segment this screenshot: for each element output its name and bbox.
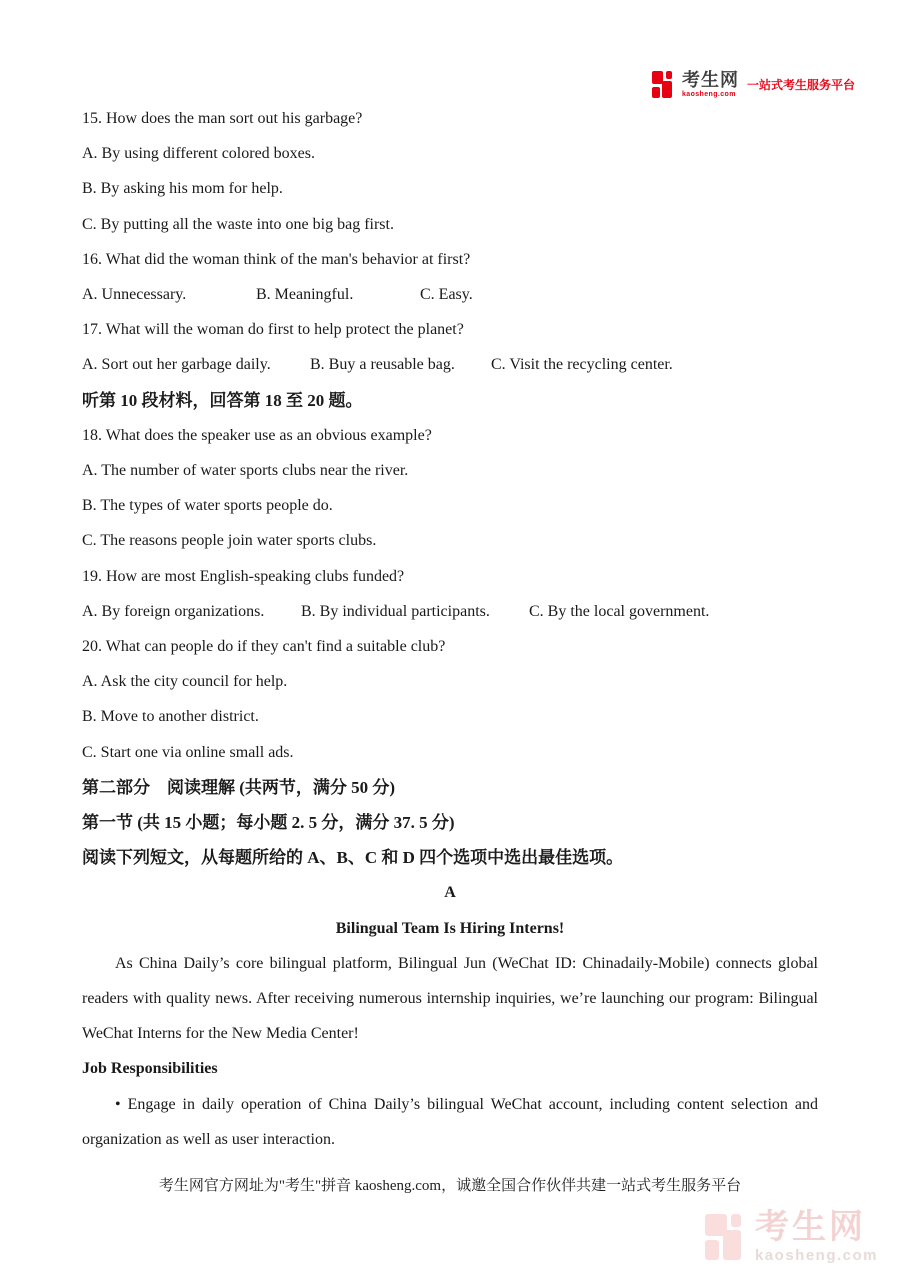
page-footer: 考生网官方网址为"考生"拼音 kaosheng.com，诚邀全国合作伙伴共建一站式考生服务平台 — [158, 1178, 742, 1194]
kaosheng-watermark-icon — [705, 1214, 743, 1260]
question-15: 15. How does the man sort out his garbage? — [82, 110, 363, 127]
reading-instruction: 阅读下列短文，从每题所给的 A、B、C 和 D 四个选项中选出最佳选项。 — [82, 848, 624, 868]
question-16-option-a: A. Unnecessary. — [82, 286, 187, 304]
question-17-option-a: A. Sort out her garbage daily. — [82, 356, 271, 374]
question-20-option-c: C. Start one via online small ads. — [82, 743, 294, 761]
question-20-option-a: A. Ask the city council for help. — [82, 673, 288, 691]
question-16-options — [82, 277, 818, 312]
passage-label: A — [444, 884, 456, 902]
question-18-option-a: A. The number of water sports clubs near the river. — [82, 462, 409, 480]
brand-domain: kaosheng.com — [682, 90, 736, 98]
question-16-option-c: C. Easy. — [420, 286, 473, 304]
passage-bullet-1: • Engage in daily operation of China Daily’s bilingual WeChat account, including content selection and organization as well as user interaction. — [82, 1095, 818, 1148]
question-19-option-c: C. By the local government. — [529, 602, 710, 620]
material-10-note: 听第 10 段材料，回答第 18 至 20 题。 — [82, 390, 363, 410]
question-19: 19. How are most English-speaking clubs funded? — [82, 567, 405, 585]
question-17-option-b: B. Buy a reusable bag. — [310, 356, 455, 374]
watermark-brand-name: 考生网 — [754, 1208, 866, 1246]
question-17-option-c: C. Visit the recycling center. — [491, 356, 673, 374]
question-15-option-a: A. By using different colored boxes. — [82, 145, 315, 163]
brand-name: 考生网 — [682, 69, 739, 90]
section1-heading: 第一节 (共 15 小题；每小题 2. 5 分，满分 37. 5 分) — [82, 813, 455, 833]
question-20-option-b: B. Move to another district. — [82, 708, 259, 726]
kaosheng-watermark — [705, 1210, 878, 1263]
question-17-options — [82, 347, 818, 382]
question-18: 18. What does the speaker use as an obvious example? — [82, 426, 432, 444]
watermark-brand-domain: kaosheng.com — [754, 1247, 878, 1264]
brand-tagline: 一站式考生服务平台 — [747, 77, 856, 92]
passage-subheading: Job Responsibilities — [82, 1060, 218, 1078]
watermark-text — [755, 1210, 878, 1263]
passage-paragraph-1: As China Daily’s core bilingual platform, Bilingual Jun (WeChat ID: Chinadaily-Mobile) connects global readers with quality news. After receiving numerous internship inquiries, we’re launching our program: Bilingual WeChat Interns for the New Media Center! — [82, 954, 818, 1043]
question-15-option-c: C. By putting all the waste into one big bag first. — [82, 215, 394, 233]
question-16: 16. What did the woman think of the man's behavior at first? — [82, 250, 471, 268]
question-15-option-b: B. By asking his mom for help. — [82, 180, 283, 198]
question-18-option-c: C. The reasons people join water sports clubs. — [82, 532, 377, 550]
passage-title: Bilingual Team Is Hiring Interns! — [335, 919, 565, 937]
question-19-option-b: B. By individual participants. — [301, 602, 490, 620]
question-18-option-b: B. The types of water sports people do. — [82, 497, 333, 515]
question-17: 17. What will the woman do first to help protect the planet? — [82, 321, 464, 339]
question-16-option-b: B. Meaningful. — [256, 286, 354, 304]
question-20: 20. What can people do if they can't find a suitable club? — [82, 638, 446, 656]
question-19-options — [82, 594, 818, 629]
part2-heading: 第二部分 阅读理解 (共两节，满分 50 分) — [82, 777, 396, 797]
exam-content — [82, 0, 818, 1157]
question-19-option-a: A. By foreign organizations. — [82, 602, 265, 620]
